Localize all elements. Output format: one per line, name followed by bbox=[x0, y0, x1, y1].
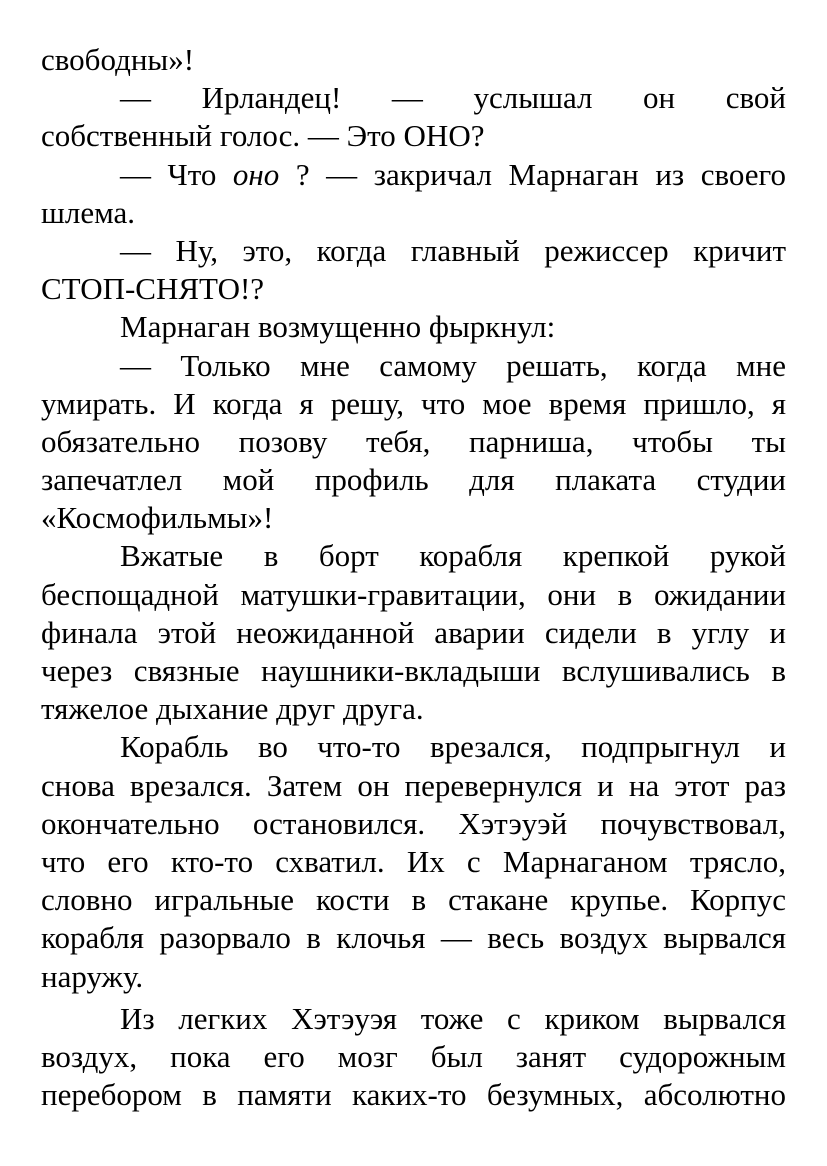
text-line: беспощадной матушки-гравитации, они в ожидании bbox=[41, 576, 786, 612]
text-line: Марнаган возмущенно фыркнул: bbox=[120, 309, 556, 345]
text-line: «Космофильмы»! bbox=[41, 500, 274, 536]
text-line: Корабль во что-то врезался, подпрыгнул и bbox=[120, 729, 786, 765]
text-line: воздух, пока его мозг был занят судорожным bbox=[41, 1038, 786, 1074]
text-line: обязательно позову тебя, парниша, чтобы ты bbox=[41, 423, 786, 459]
text-line: финала этой неожиданной аварии сидели в углу и bbox=[41, 614, 786, 650]
text-line: тяжелое дыхание друг друга. bbox=[41, 691, 424, 727]
text-line: перебором в памяти каких-то безумных, абсолютно bbox=[41, 1077, 786, 1113]
text-fragment: — Что bbox=[120, 156, 233, 192]
text-line: умирать. И когда я решу, что мое время пришло, я bbox=[41, 385, 786, 421]
text-line: Вжатые в борт корабля крепкой рукой bbox=[120, 538, 786, 574]
text-line: шлема. bbox=[41, 194, 136, 230]
text-line: корабля разорвало в клочья — весь воздух вырвался bbox=[41, 920, 786, 956]
text-line: что его кто-то схватил. Их с Марнаганом трясло, bbox=[41, 843, 786, 879]
italic-emphasis: оно bbox=[232, 156, 280, 192]
text-line bbox=[41, 156, 786, 194]
text-line: СТОП-СНЯТО!? bbox=[41, 271, 265, 307]
text-line: словно игральные кости в стакане крупье. Корпус bbox=[41, 882, 786, 918]
text-line: — Ну, это, когда главный режиссер кричит bbox=[120, 232, 786, 268]
text-line: свободны»! bbox=[41, 42, 195, 77]
text-line: — Ирландец! — услышал он свой bbox=[120, 80, 786, 116]
text-line: окончательно остановился. Хэтэуэй почувствовал, bbox=[41, 805, 786, 841]
text-line: — Только мне самому решать, когда мне bbox=[120, 347, 786, 383]
text-line: Из легких Хэтэуэя тоже с криком вырвался bbox=[120, 1000, 786, 1036]
text-line: собственный голос. — Это ОНО? bbox=[41, 118, 485, 154]
text-line: запечатлел мой профиль для плаката студии bbox=[41, 462, 786, 498]
text-line: снова врезался. Затем он перевернулся и на этот раз bbox=[41, 767, 786, 803]
text-fragment: ? — закричал Марнаган из своего bbox=[279, 156, 786, 192]
text-line: наружу. bbox=[41, 958, 144, 994]
text-line: через связные наушники-вкладыши вслушивались в bbox=[41, 653, 786, 688]
